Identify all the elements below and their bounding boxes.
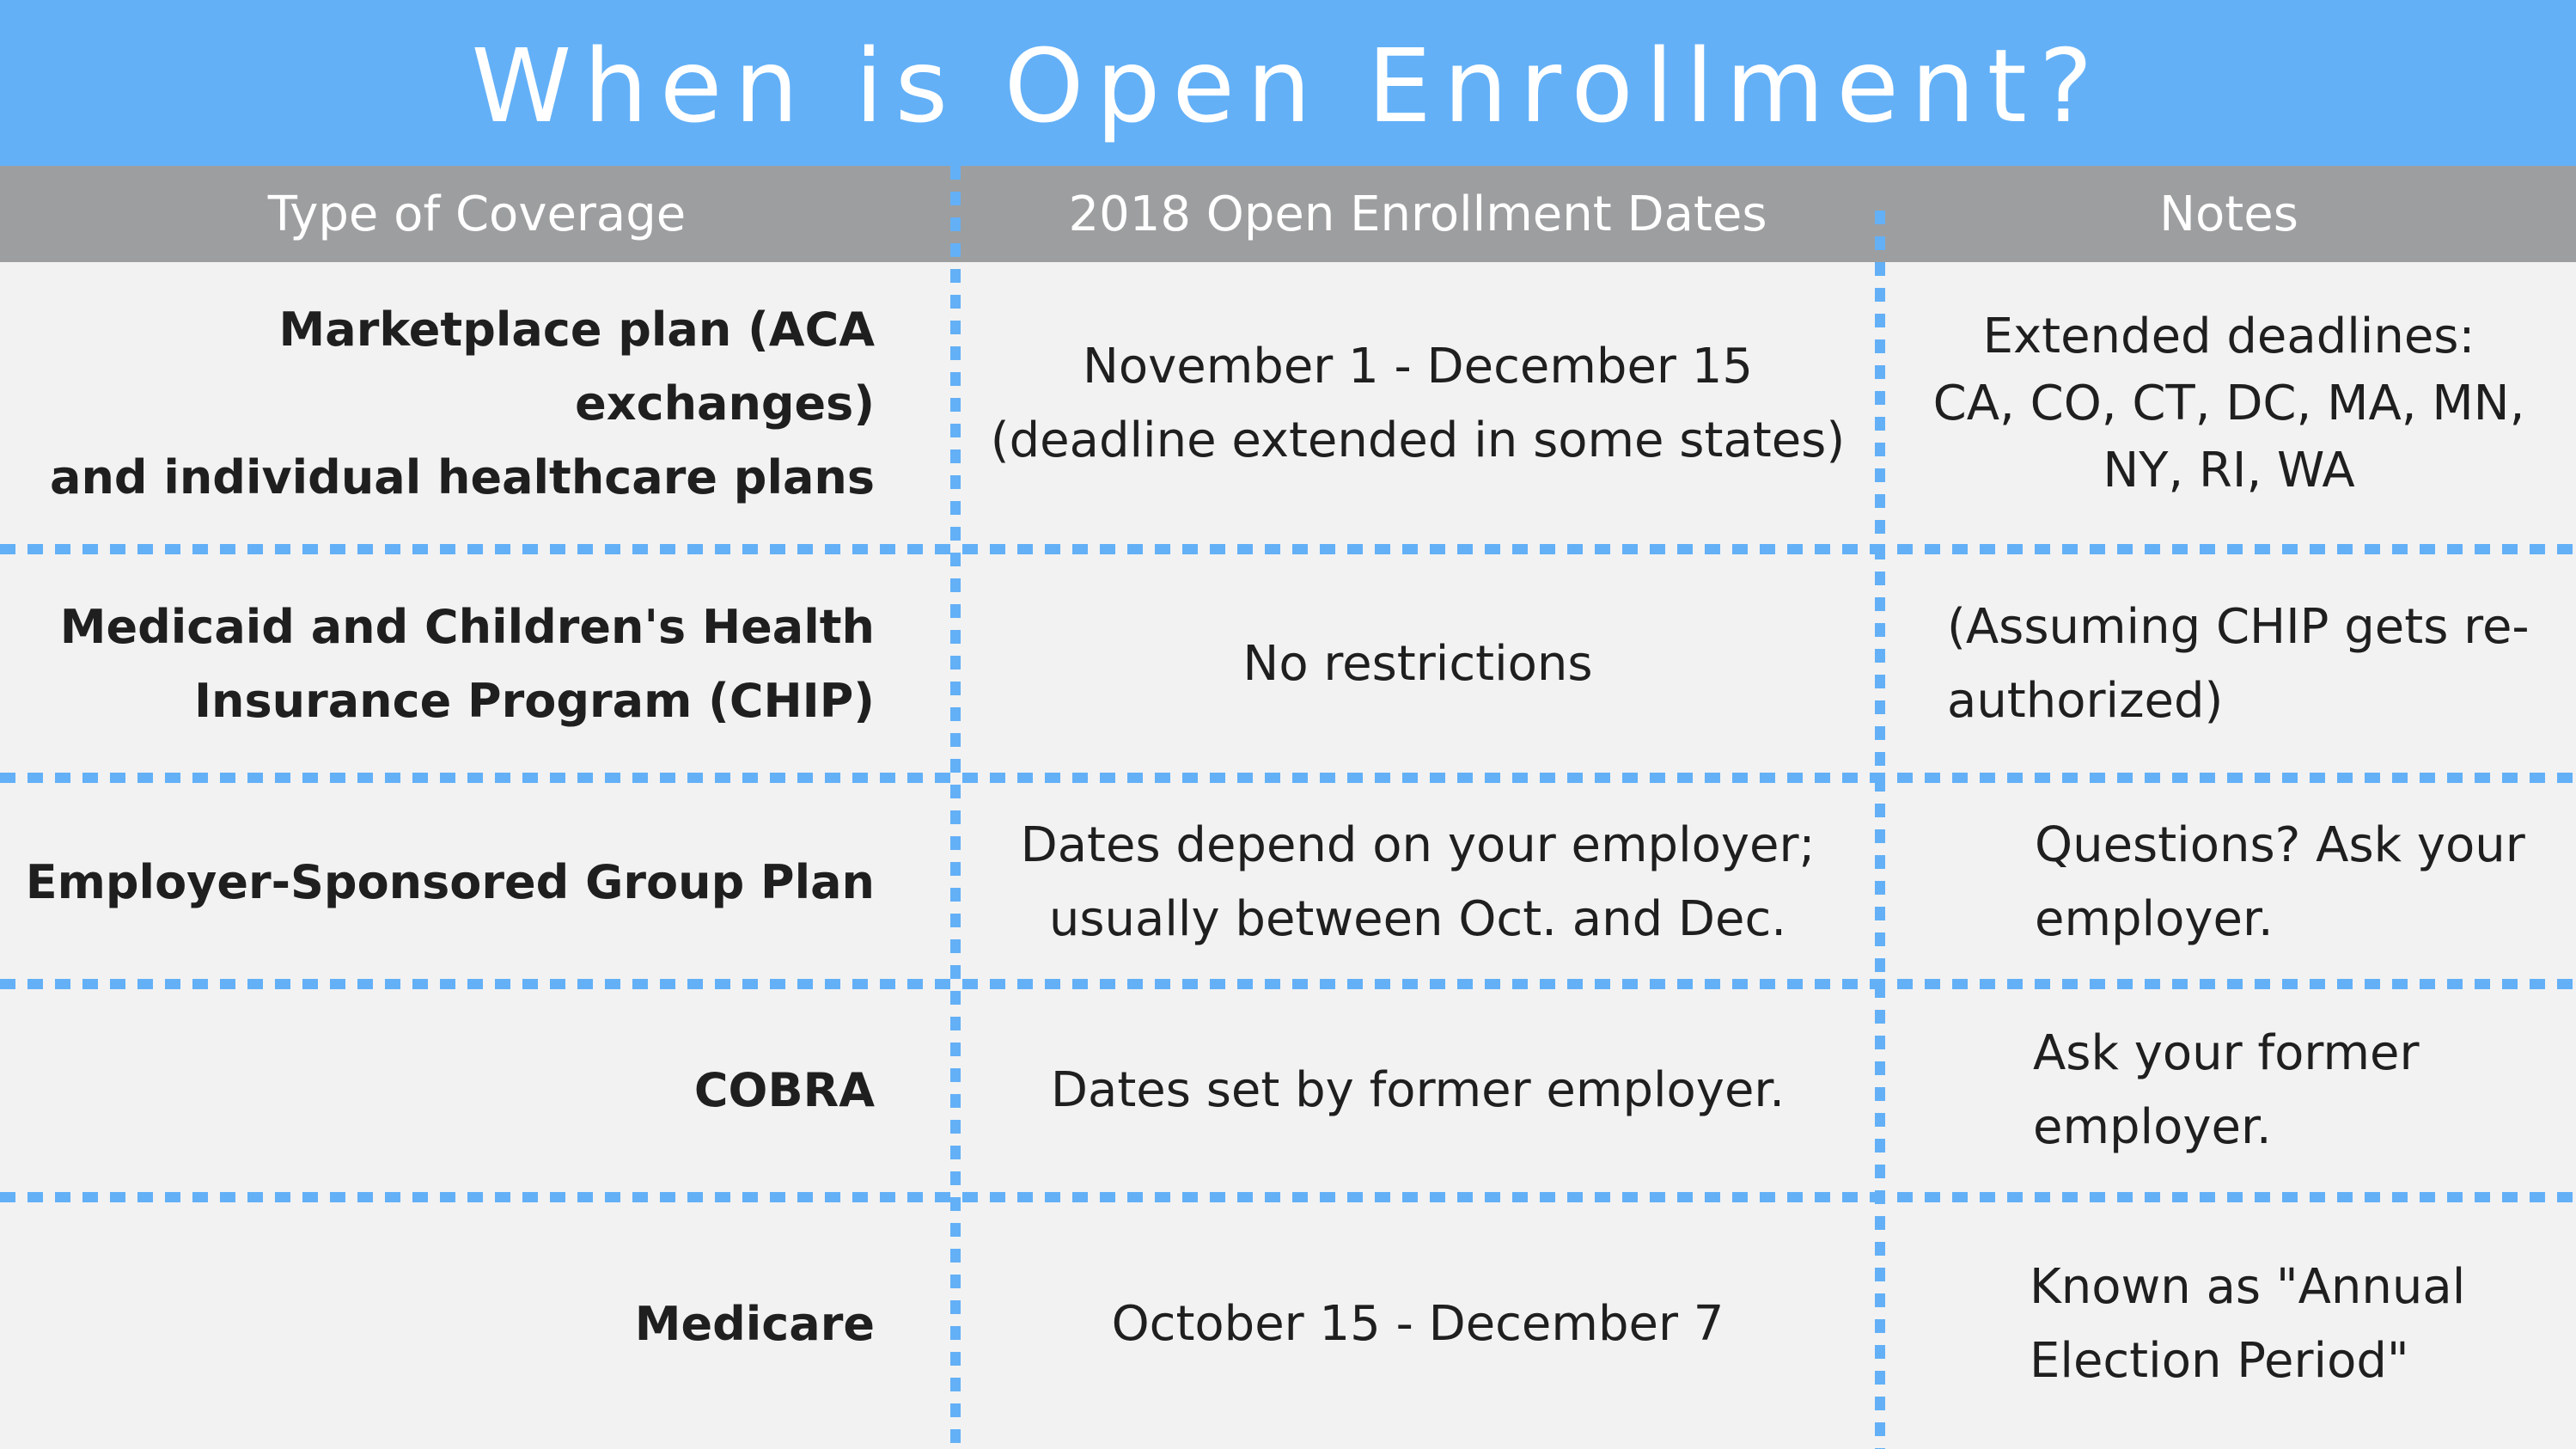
row-2-notes — [1882, 551, 2576, 778]
column-divider-2 — [1875, 211, 1885, 1449]
text-line: No restrictions — [1242, 636, 1593, 692]
text-line: November 1 - December 15 — [1082, 339, 1753, 394]
row-2-notes-text — [1947, 590, 2530, 738]
row-2-dates-text — [1242, 627, 1592, 701]
row-3-dates-text — [1021, 809, 1816, 957]
text-line: Known as "Annual — [2030, 1258, 2466, 1315]
text-line: CA, CO, CT, DC, MA, MN, — [1932, 376, 2525, 431]
text-line: COBRA — [693, 1063, 875, 1117]
title-bar — [0, 0, 2576, 166]
text-line: and individual healthcare plans — [50, 450, 875, 504]
row-2-coverage-text — [60, 590, 875, 738]
text-line: Questions? Ask your — [2035, 817, 2525, 873]
row-1-notes-text — [1933, 303, 2525, 504]
row-4-notes-text — [2033, 1017, 2419, 1165]
text-line: October 15 - December 7 — [1111, 1295, 1724, 1352]
row-divider-2 — [0, 773, 2576, 783]
row-1-notes — [1882, 262, 2576, 546]
text-line: employer. — [2033, 1099, 2272, 1155]
text-line: Election Period" — [2030, 1332, 2409, 1389]
row-1-coverage — [0, 262, 954, 546]
text-line: Ask your former — [2033, 1025, 2420, 1081]
row-1-dates-text — [991, 330, 1845, 478]
row-divider-3 — [0, 979, 2576, 989]
text-line: (Assuming CHIP gets re- — [1947, 599, 2530, 655]
row-3-dates — [954, 783, 1882, 982]
text-line: Dates depend on your employer; — [1020, 817, 1816, 873]
row-5-coverage-text — [635, 1287, 875, 1361]
column-divider-1 — [950, 166, 961, 1449]
row-4-coverage-text — [694, 1054, 875, 1128]
text-line: Dates set by former employer. — [1050, 1062, 1785, 1118]
text-line: Marketplace plan (ACA exchanges) — [278, 303, 875, 431]
text-line: employer. — [2035, 891, 2274, 947]
text-line: usually between Oct. and Dec. — [1048, 891, 1787, 947]
text-line: (deadline extended in some states) — [990, 413, 1846, 468]
text-line: NY, RI, WA — [2103, 443, 2355, 498]
row-5-coverage — [0, 1199, 954, 1449]
text-line: Extended deadlines: — [1982, 309, 2475, 364]
row-2-coverage — [0, 551, 954, 778]
row-divider-1 — [0, 544, 2576, 554]
header-notes: Notes — [2159, 186, 2298, 242]
row-4-dates-text — [1051, 1054, 1785, 1128]
header-type-of-coverage: Type of Coverage — [267, 186, 687, 242]
row-3-notes — [1882, 783, 2576, 982]
row-5-notes-text — [2030, 1250, 2465, 1398]
row-4-dates — [954, 987, 1882, 1194]
row-1-coverage-text — [0, 293, 875, 515]
header-enrollment-dates: 2018 Open Enrollment Dates — [1068, 186, 1767, 242]
row-3-coverage — [0, 783, 954, 982]
row-4-coverage — [0, 987, 954, 1194]
text-line: Medicare — [634, 1296, 875, 1351]
row-5-notes — [1882, 1199, 2576, 1449]
row-1-dates — [954, 262, 1882, 546]
row-5-dates-text — [1112, 1287, 1724, 1361]
text-line: Insurance Program (CHIP) — [193, 674, 875, 728]
text-line: authorized) — [1947, 673, 2224, 729]
row-4-notes — [1882, 987, 2576, 1194]
text-line: Employer-Sponsored Group Plan — [25, 855, 875, 909]
row-3-coverage-text — [26, 846, 875, 920]
row-divider-4 — [0, 1192, 2576, 1202]
row-3-notes-text — [2035, 809, 2525, 957]
page-title: When is Open Enrollment? — [471, 26, 2105, 145]
text-line: Medicaid and Children's Health — [59, 600, 875, 654]
row-5-dates — [954, 1199, 1882, 1449]
row-2-dates — [954, 551, 1882, 778]
